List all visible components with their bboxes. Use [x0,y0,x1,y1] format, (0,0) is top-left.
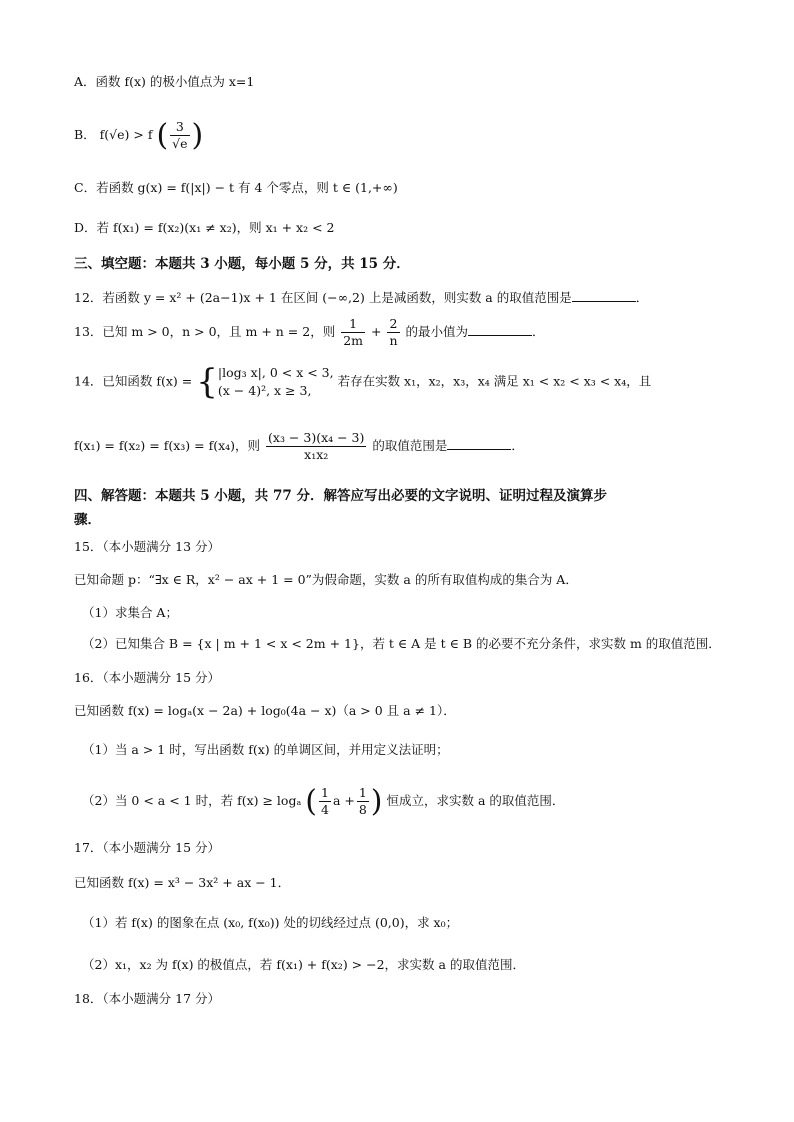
option-b-expr: f(√e) > f [99,127,153,142]
question-13-fraction-2 [387,316,399,349]
answer-blank [447,437,511,450]
option-c: C．若函数 g(x) = f(|x|) − t 有 4 个零点，则 t ∈ (1,+∞) [74,180,398,195]
fraction-numerator: 1 [358,785,367,800]
question-14-pre: 14．已知函数 f(x) = [74,373,193,389]
question-15-part-1: （1）求集合 A； [82,605,178,620]
section-4-heading-line-1: 四、解答题：本题共 5 小题，共 77 分．解答应写出必要的文字说明、证明过程及演算步 [74,488,607,504]
question-18-title: 18．（本小题满分 17 分） [74,991,221,1006]
question-13-end: ． [532,324,545,339]
fraction-denominator: 2m [343,333,363,348]
question-14-fraction [266,430,366,463]
option-b-label: B． [74,127,96,142]
paren-close: ) [370,784,383,819]
question-14-line-2 [74,430,734,463]
plus-sign: + [370,324,382,339]
question-13-post: 的最小值为 [405,324,469,339]
question-16-part-1: （1）当 a > 1 时，写出函数 f(x) 的单调区间，并用定义法证明； [82,742,449,757]
piecewise-function [196,364,333,400]
brace-icon: { [196,362,218,402]
question-13-pre: 13．已知 m > 0，n > 0，且 m + n = 2，则 [74,324,336,339]
question-16-fraction-1 [319,785,331,818]
fraction-denominator: 4 [320,802,329,817]
question-16-title: 16．（本小题满分 15 分） [74,670,221,685]
fraction-numerator: 1 [320,785,329,800]
question-12-text: 12．若函数 y = x² + (2a−1)x + 1 在区间 (−∞,2) 上是减函数，则实数 a 的取值范围是 [74,290,572,305]
question-12 [74,288,734,306]
option-b-fraction [170,119,189,152]
fraction-denominator: √e [172,136,188,151]
fraction-numerator: (x₃ − 3)(x₄ − 3) [268,430,365,445]
piecewise-rows [218,364,334,400]
paren-close: ) [191,118,204,153]
option-a: A．函数 f(x) 的极小值点为 x=1 [74,74,255,89]
paren-open: ( [156,118,169,153]
section-3-heading: 三、填空题：本题共 3 小题，每小题 5 分，共 15 分． [74,256,410,272]
question-13-fraction-1 [341,316,365,349]
fraction-numerator: 2 [387,316,399,333]
question-15-part-2: （2）已知集合 B = {x | m + 1 < x < 2m + 1}，若 t ∈ A 是 t ∈ B 的必要不充分条件，求实数 m 的取值范围． [82,636,721,651]
piecewise-case-2: (x − 4)², x ≥ 3, [217,383,312,398]
answer-blank [572,289,636,302]
question-15-stem: 已知命题 p：“∃x ∈ R，x² − ax + 1 = 0”为假命题，实数 a 的所有取值构成的集合为 A． [74,572,578,587]
fraction-numerator: 1 [341,316,365,333]
question-17-part-1: （1）若 f(x) 的图象在点 (x₀, f(x₀)) 处的切线经过点 (0,0)，求 x₀； [82,915,459,930]
question-17-stem: 已知函数 f(x) = x³ − 3x² + ax − 1． [74,875,291,890]
question-16-part-2-pre: （2）当 0 < a < 1 时，若 f(x) ≥ logₐ [82,793,302,808]
option-d: D．若 f(x₁) = f(x₂)(x₁ ≠ x₂)，则 x₁ + x₂ < 2 [74,220,335,235]
question-14-post: 若存在实数 x₁，x₂，x₃，x₄ 满足 x₁ < x₂ < x₃ < x₄，且 [337,373,652,389]
question-16-part-2-post: 恒成立，求实数 a 的取值范围． [386,793,565,808]
fraction-denominator: n [389,333,398,348]
question-16-stem: 已知函数 f(x) = logₐ(x − 2a) + log₀(4a − x)（a > 0 且 a ≠ 1）． [74,703,456,718]
question-16-part-2 [82,784,734,819]
fraction-denominator: x₁x₂ [304,447,329,462]
fraction-numerator: 3 [170,119,189,136]
paren-open: ( [305,784,317,819]
question-16-fraction-2 [357,785,369,818]
question-12-end: ． [635,290,649,305]
question-14-line-2-post: 的取值范围是 [372,438,448,453]
question-16-part-2-mid: a + [332,793,355,808]
section-4-heading-line-2: 骤． [74,512,101,528]
fraction-denominator: 8 [358,802,367,817]
question-17-title: 17．（本小题满分 15 分） [74,840,221,855]
question-17-part-2: （2）x₁，x₂ 为 f(x) 的极值点，若 f(x₁) + f(x₂) > −2，求实数 a 的取值范围． [82,957,525,972]
question-14-line-2-pre: f(x₁) = f(x₂) = f(x₃) = f(x₄)，则 [74,438,261,453]
question-14-end: ． [511,438,524,453]
option-b [74,118,734,153]
question-14-line-1 [74,364,734,400]
question-15-title: 15．（本小题满分 13 分） [74,539,221,554]
question-13 [74,316,734,349]
piecewise-case-1: |log₃ x|, 0 < x < 3, [217,365,334,380]
answer-blank [468,323,532,336]
